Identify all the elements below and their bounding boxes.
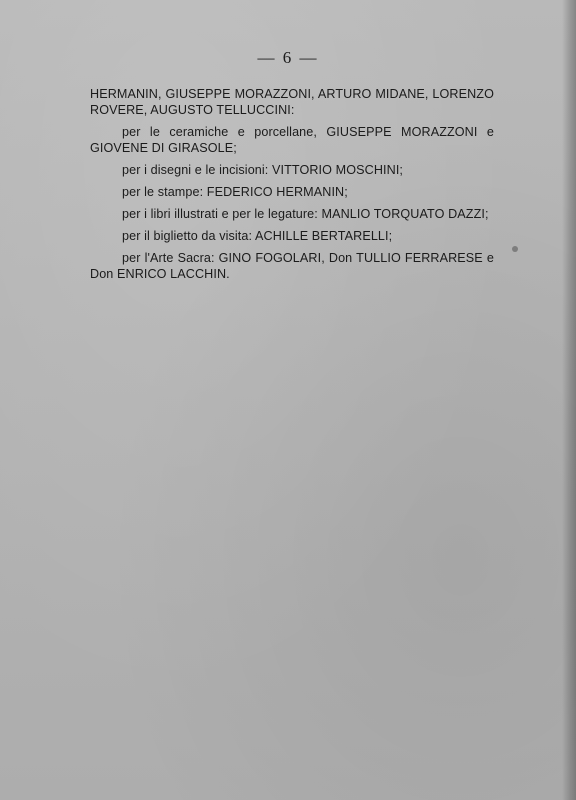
paragraph-6 [90, 228, 494, 244]
paper-speck [512, 246, 518, 252]
paragraph-7 [90, 250, 494, 282]
paragraph-text: per i libri illustrati e per le legature: MANLIO TORQUATO DAZZI; [122, 207, 489, 221]
paragraph-1 [90, 86, 494, 118]
paragraph-text: per i disegni e le incisioni: VITTORIO MOSCHINI; [122, 163, 404, 177]
paragraph-5 [90, 206, 494, 222]
paragraph-text: HERMANIN, GIUSEPPE MORAZZONI, ARTURO MIDANE, LORENZO ROVERE, AUGUSTO TELLUCCINI: [90, 87, 494, 117]
paragraph-text: per le stampe: FEDERICO HERMANIN; [122, 185, 348, 199]
body-text [90, 86, 494, 288]
paragraph-2 [90, 124, 494, 156]
paragraph-text: per il biglietto da visita: ACHILLE BERTARELLI; [122, 229, 393, 243]
paragraph-text: per le ceramiche e porcellane, GIUSEPPE MORAZZONI e GIOVENE DI GIRASOLE; [90, 125, 494, 155]
page-edge-shadow [562, 0, 576, 800]
paragraph-text: per l'Arte Sacra: GINO FOGOLARI, Don TULLIO FERRARESE e Don ENRICO LACCHIN. [90, 251, 494, 281]
page-number: — 6 — [257, 48, 319, 67]
paragraph-3 [90, 162, 494, 178]
paragraph-4 [90, 184, 494, 200]
